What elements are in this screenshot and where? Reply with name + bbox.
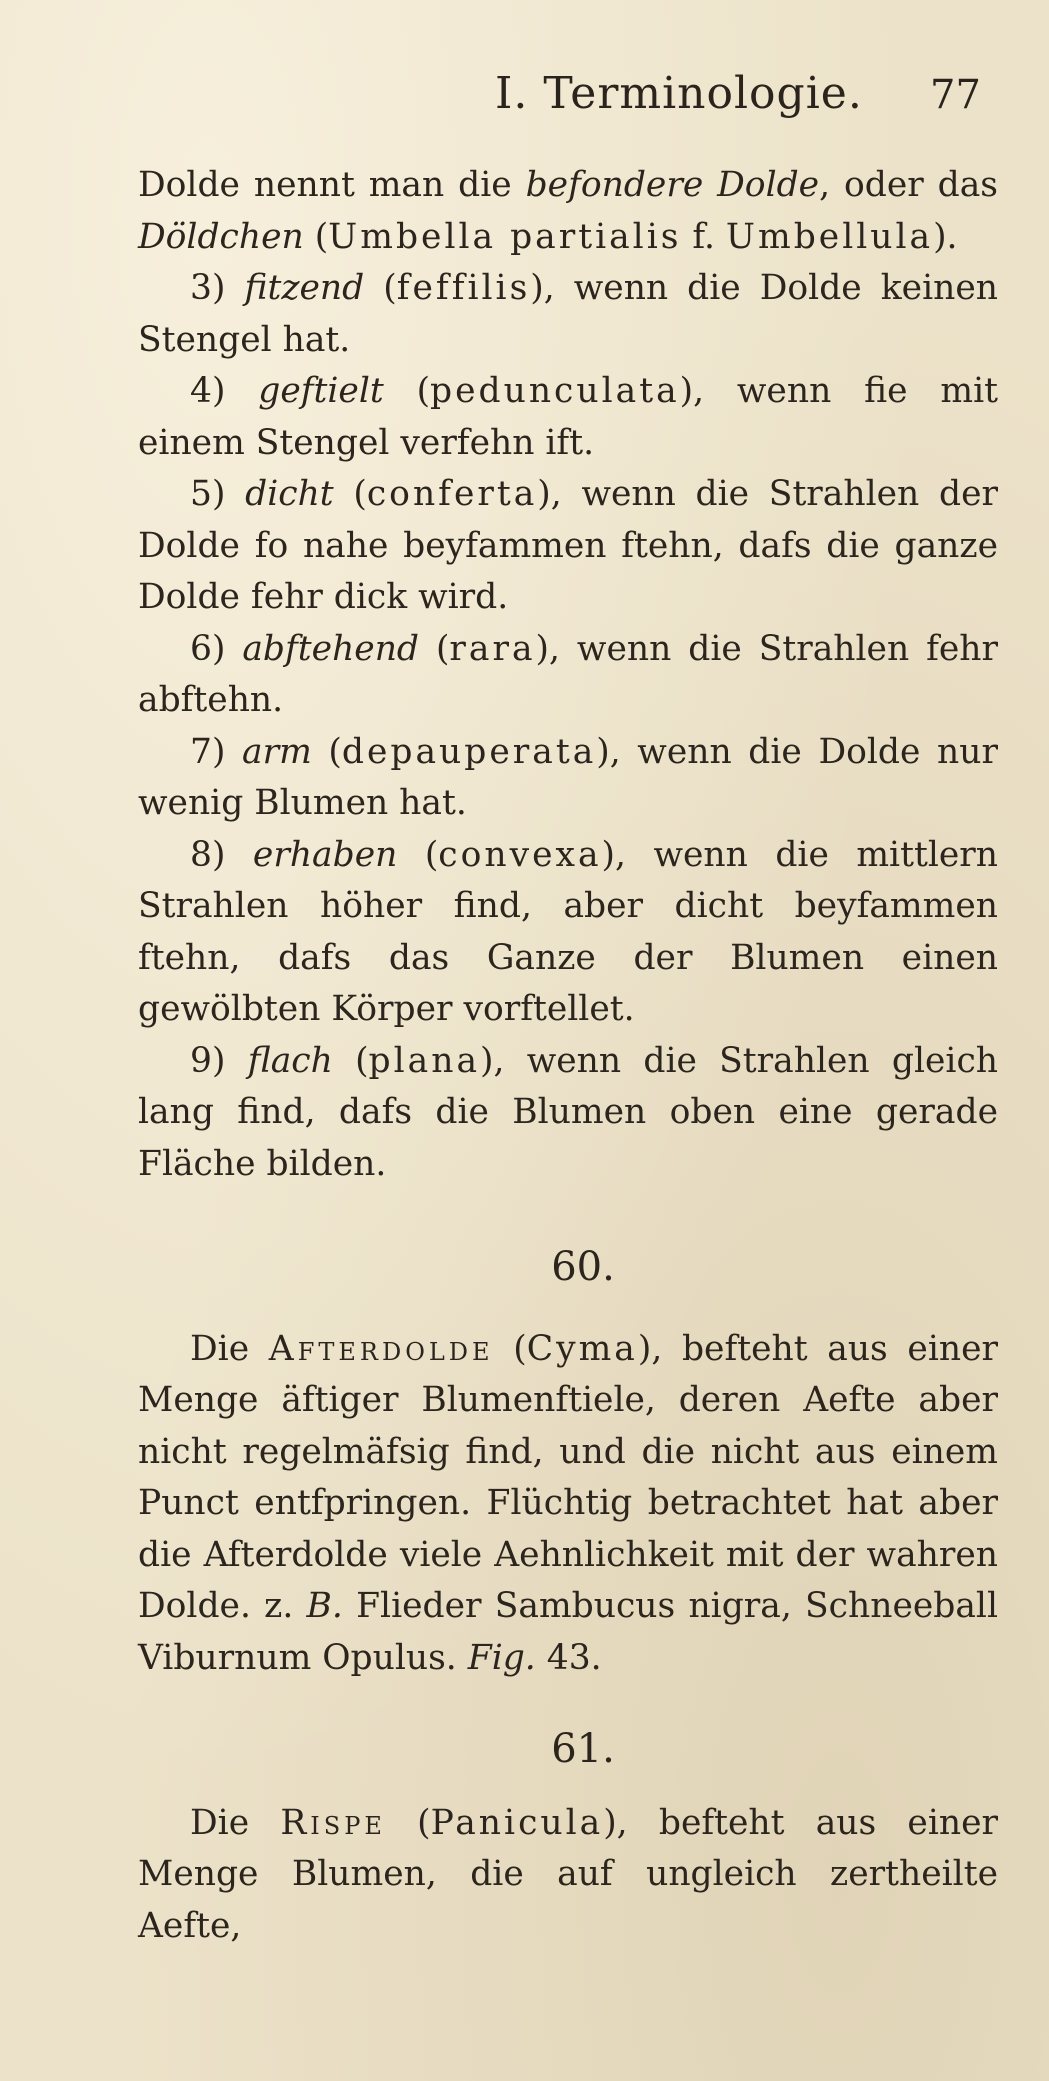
paragraph-5 <box>138 624 998 727</box>
section-number-60: 60. <box>551 1244 615 1290</box>
text-run: ), wenn die Dolde keinen Stengel hat. <box>138 268 998 360</box>
text-run: Die <box>190 1802 281 1843</box>
text-run: f. <box>681 216 726 257</box>
text-run: Panicula <box>430 1802 604 1843</box>
body-text <box>138 160 998 1952</box>
text-run: 5) <box>190 474 246 514</box>
text-run: ), wenn die Strahlen der Dolde fo nahe beyfammen ftehn, dafs die ganze Dolde fehr dick wird. <box>138 474 998 617</box>
paragraph-6 <box>138 727 998 830</box>
text-run: ). <box>933 216 958 257</box>
text-run: geftielt <box>258 371 384 411</box>
text-run: 43. <box>535 1637 602 1678</box>
text-run: ( <box>419 628 450 669</box>
text-run: 4) <box>190 371 259 411</box>
text-run: fitzend <box>244 268 365 308</box>
text-run: ( <box>397 834 439 875</box>
text-run: pedunculata <box>430 371 680 411</box>
text-run: ), wenn die Strahlen gleich lang find, dafs die Blumen oben eine gerade Fläche bilden. <box>138 1040 998 1184</box>
text-run: , oder das <box>819 165 999 205</box>
text-run: ), wenn fie mit einem Stengel verfehn ift. <box>138 371 998 463</box>
page-header <box>0 68 1049 128</box>
text-run: 3) <box>190 268 245 308</box>
text-run: arm <box>242 731 312 772</box>
text-run: ( <box>303 216 329 257</box>
paragraph-7 <box>138 830 998 1036</box>
running-head: I. Terminologie. <box>495 68 863 119</box>
text-run: ), befteht aus einer Menge Blumen, die auf ungleich zertheilte Aefte, <box>138 1802 998 1946</box>
text-run: ( <box>383 371 431 411</box>
text-run: ( <box>385 1802 431 1843</box>
text-run: ), wenn die Strahlen fehr abftehn. <box>138 628 998 720</box>
text-run: Umbellula <box>725 216 934 257</box>
text-run: Umbella partialis <box>328 216 682 257</box>
text-run: plana <box>368 1040 481 1081</box>
text-run: Die <box>190 1328 269 1369</box>
text-run: abftehend <box>242 628 420 669</box>
text-run: rara <box>449 628 536 669</box>
paragraph-8 <box>138 1036 998 1191</box>
text-run: ( <box>364 268 397 308</box>
text-run: ( <box>311 731 342 772</box>
text-run: dicht <box>245 474 334 514</box>
text-run: depauperata <box>341 731 597 772</box>
text-run: Dolde nennt man die <box>138 165 526 205</box>
text-run: Flieder Sambucus nigra, Schneeball Viburnum Opulus. <box>138 1586 998 1678</box>
text-run: Fig. <box>467 1637 536 1678</box>
text-run: ), wenn die Dolde nur wenig Blumen hat. <box>138 731 998 823</box>
paragraph-1 <box>138 160 998 263</box>
text-run: flach <box>247 1040 333 1081</box>
text-run: ), wenn die mittlern Strahlen höher find, aber dicht beyfammen ftehn, dafs das Ganze der Blumen einen gewölbten Körper vorftellet. <box>138 834 998 1029</box>
text-run: 7) <box>190 731 243 772</box>
section-61-text <box>138 1798 998 1953</box>
text-run: 9) <box>190 1040 248 1081</box>
paragraph-4 <box>138 469 998 624</box>
text-run: 8) <box>190 834 253 875</box>
text-run: ( <box>493 1328 527 1369</box>
section-60-text <box>138 1324 998 1685</box>
paragraph-2 <box>138 263 998 366</box>
text-run: Afterdolde <box>268 1328 494 1369</box>
text-run: conferta <box>366 474 538 514</box>
text-run: feffilis <box>396 268 531 308</box>
text-run: 6) <box>190 628 243 669</box>
text-run: Rispe <box>280 1802 386 1843</box>
text-run: Döldchen <box>138 216 304 257</box>
text-run: befondere Dolde <box>525 165 820 205</box>
text-run: ), befteht aus einer Menge äftiger Blumenftiele, deren Aefte aber nicht regelmäfsig find, und die nicht aus einem Punct entfpringen. Flüchtig betrachtet hat aber die Afterdolde viele Aehnlichkeit mit der wahren Dolde. z. <box>138 1328 998 1626</box>
text-run: ( <box>333 474 367 514</box>
text-run: Cyma <box>526 1328 638 1369</box>
text-run: ( <box>332 1040 369 1081</box>
text-run: convexa <box>438 834 602 875</box>
text-run: B. <box>306 1586 343 1626</box>
paragraph-3 <box>138 366 998 469</box>
section-number-61: 61. <box>551 1726 615 1772</box>
text-run: erhaben <box>252 834 398 875</box>
page-number: 77 <box>930 72 981 118</box>
